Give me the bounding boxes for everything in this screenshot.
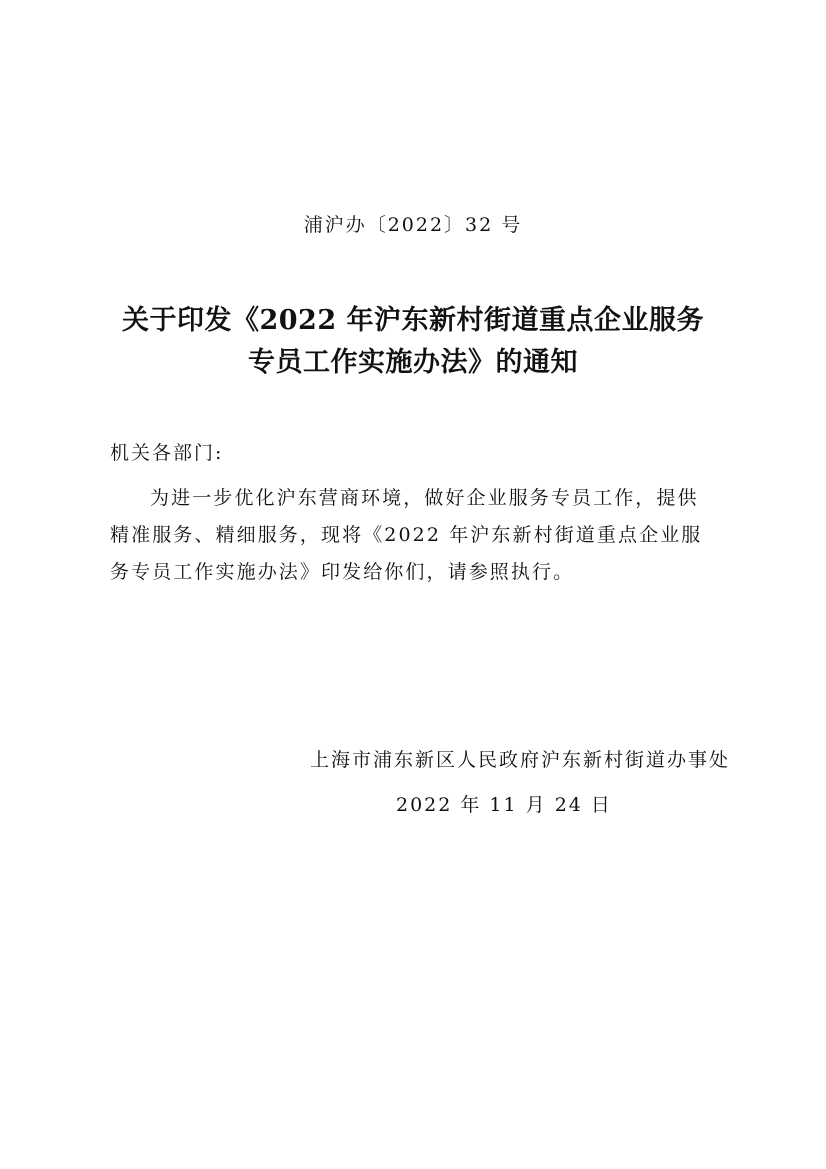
issuing-authority: 上海市浦东新区人民政府沪东新村街道办事处 <box>309 749 730 771</box>
document-number: 浦沪办〔2022〕32 号 <box>303 214 523 236</box>
body-line-1: 为进一步优化沪东营商环境，做好企业服务专员工作，提供 <box>150 487 699 509</box>
body-paragraph <box>110 480 724 591</box>
document-title <box>96 300 730 384</box>
body-line-3: 务专员工作实施办法》印发给你们，请参照执行。 <box>110 561 575 583</box>
issue-date: 2022 年 11 月 24 日 <box>396 794 612 816</box>
title-line-2: 专员工作实施办法》的通知 <box>248 347 578 378</box>
title-line-1: 关于印发《2022 年沪东新村街道重点企业服务 <box>121 305 705 336</box>
body-line-2: 精准服务、精细服务，现将《2022 年沪东新村街道重点企业服 <box>110 524 703 546</box>
salutation: 机关各部门: <box>110 442 224 464</box>
